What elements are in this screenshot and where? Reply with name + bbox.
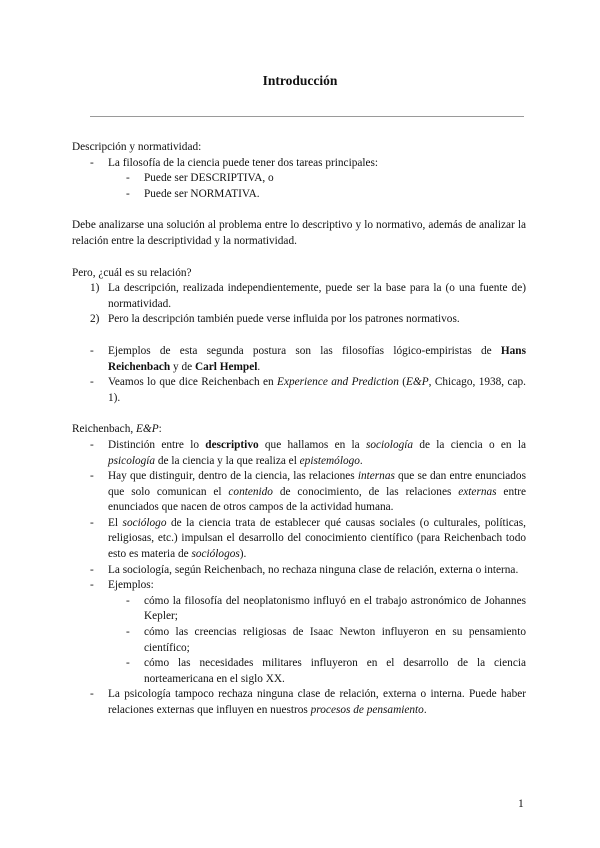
list-item-text: La psicología tampoco rechaza ninguna clase de relación, externa o interna. Puede haber relaciones externas que influyen en nuestros procesos de pensamiento.	[108, 688, 526, 716]
dash-marker: -	[90, 516, 94, 529]
name-carl-hempel: Carl Hempel	[194, 360, 258, 373]
section-heading-descripcion: Descripción y normatividad:	[72, 141, 202, 153]
sub-list-item	[72, 625, 526, 656]
list-item	[72, 156, 526, 172]
number-marker: 1)	[90, 282, 100, 295]
list-item-text: Ejemplos de esta segunda postura son las filosofías lógico-empiristas de Hans Reichenbach y de Carl Hempel.	[108, 344, 526, 373]
title-divider	[90, 116, 524, 117]
list-item-text: Hay que distinguir, dentro de la ciencia, las relaciones internas que se dan entre enunciados que solo comunican el contenido de conocimiento, de las relaciones externas entre enunciados que nacen de otros campos de la actividad humana.	[108, 470, 527, 514]
dash-marker: -	[126, 172, 130, 185]
dash-marker: -	[126, 657, 130, 670]
sub-list-item	[72, 171, 526, 187]
book-title: Experience and Prediction	[277, 376, 399, 389]
dash-marker: -	[126, 626, 130, 639]
list-item	[72, 375, 526, 406]
list-item	[72, 578, 526, 594]
list-item	[72, 687, 526, 718]
list-item-text: La filosofía de la ciencia puede tener dos tareas principales:	[108, 156, 379, 169]
dash-marker: -	[90, 344, 94, 357]
dash-marker: -	[126, 594, 130, 607]
section-heading-relacion: Pero, ¿cuál es su relación?	[72, 266, 192, 279]
list-item-text: cómo la filosofía del neoplatonismo influyó en el trabajo astronómico de Johannes Kepler;	[144, 594, 526, 623]
document-body	[72, 140, 526, 719]
list-item-text: cómo las necesidades militares influyeron en el desarrollo de la ciencia norteamericana en el siglo XX.	[144, 657, 526, 685]
sub-list-item	[72, 187, 526, 203]
dash-marker: -	[90, 156, 94, 169]
list-item	[72, 438, 526, 469]
list-item	[72, 469, 526, 516]
page-number: 1	[518, 798, 524, 810]
list-item	[72, 563, 526, 579]
list-item	[72, 344, 526, 375]
sub-list-item	[72, 656, 526, 687]
dash-marker: -	[90, 563, 94, 576]
list-item-text: Distinción entre lo descriptivo que hallamos en la sociología de la ciencia o en la psicología de la ciencia y la que realiza el epistemólogo.	[108, 438, 526, 467]
number-marker: 2)	[90, 313, 100, 326]
list-item-text: Puede ser DESCRIPTIVA, o	[144, 172, 274, 185]
list-item-text: Pero la descripción también puede verse influida por los patrones normativos.	[108, 313, 460, 326]
list-item-text: Ejemplos:	[108, 579, 154, 592]
list-item-text: La descripción, realizada independientemente, puede ser la base para la (o una fuente de) normatividad.	[108, 282, 526, 310]
section-heading-reichenbach: Reichenbach, E&P:	[72, 423, 162, 436]
list-item-text: El sociólogo de la ciencia trata de establecer qué causas sociales (o culturales, políticas, religiosas, etc.) impulsan el desarrollo del conocimiento científico (para Reichenbach todo esto es materia de sociólogos).	[108, 516, 526, 561]
paragraph: Debe analizarse una solución al problema entre lo descriptivo y lo normativo, además de analizar la relación entre la descriptividad y la normatividad.	[72, 219, 526, 247]
sub-list-item	[72, 594, 526, 625]
dash-marker: -	[126, 187, 130, 200]
name-hans-reichenbach: Hans Reichenbach	[108, 344, 526, 373]
list-item-text: La sociología, según Reichenbach, no rechaza ninguna clase de relación, externa o interna.	[108, 563, 519, 576]
list-item-text: Puede ser NORMATIVA.	[144, 187, 260, 200]
dash-marker: -	[90, 438, 94, 451]
dash-marker: -	[90, 376, 94, 389]
page-title: Introducción	[262, 73, 338, 88]
list-item	[72, 516, 526, 563]
list-item-text: cómo las creencias religiosas de Isaac Newton influyeron en su pensamiento científico;	[144, 626, 526, 654]
dash-marker: -	[90, 579, 94, 592]
numbered-item	[72, 312, 526, 328]
dash-marker: -	[90, 470, 94, 483]
numbered-item	[72, 281, 526, 312]
dash-marker: -	[90, 688, 94, 701]
list-item-text: Veamos lo que dice Reichenbach en Experience and Prediction (E&P, Chicago, 1938, cap. 1).	[108, 376, 527, 404]
